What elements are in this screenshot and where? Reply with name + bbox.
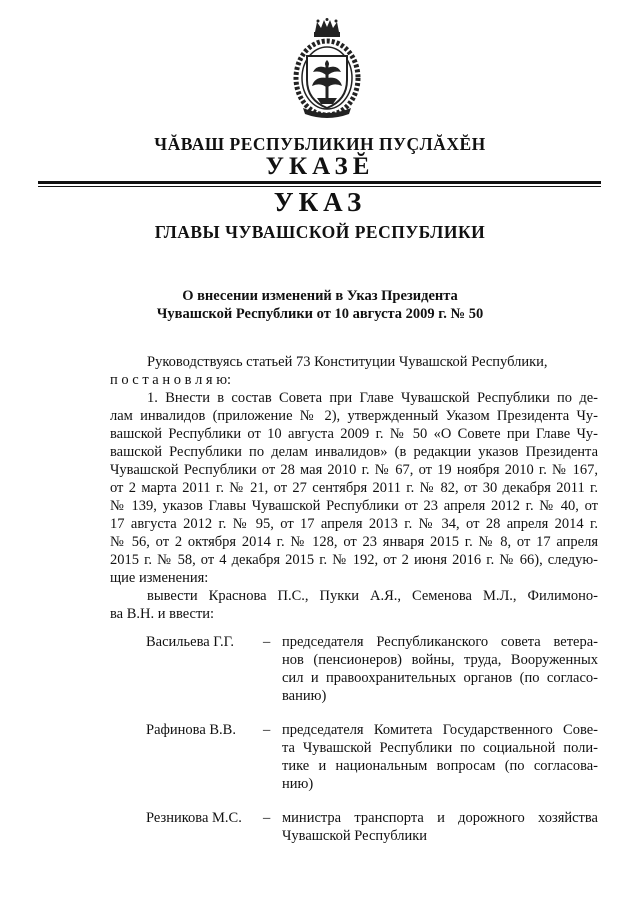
- member-dash: –: [263, 634, 271, 650]
- item-1-line: вашской Республики по делам инвалидов» (в редакции указов Президента: [110, 444, 598, 460]
- item-1-line: лам инвалидов (приложение № 2), утвержденный Указом Президента Чу-: [110, 408, 598, 424]
- member-description-line: ванию): [282, 688, 327, 704]
- member-description: [282, 633, 598, 705]
- russian-header-line: ГЛАВЫ ЧУВАШСКОЙ РЕСПУБЛИКИ: [154, 222, 486, 242]
- item-1-line: 2015 г. № 58, от 4 декабря 2015 г. № 192, от 2 июня 2016 г. № 66), следую-: [110, 552, 598, 568]
- document-title-line-2: Чувашской Республики от 10 августа 2009 г. № 50: [156, 306, 484, 322]
- member-description-line: министра транспорта и дорожного хозяйства: [282, 810, 598, 826]
- member-name: Резникова М.С.: [146, 810, 242, 826]
- item-1-paragraph: [110, 389, 598, 587]
- member-name: Васильева Г.Г.: [146, 634, 235, 650]
- russian-decree-heading: УКАЗ: [273, 187, 367, 217]
- document-title: [0, 287, 640, 323]
- item-1-line: от 2 марта 2011 г. № 21, от 27 сентября 2011 г. № 82, от 30 декабря 2011 г.: [110, 480, 598, 496]
- coat-of-arms-emblem: [293, 18, 361, 118]
- item-1-line: Чувашской Республики от 28 мая 2010 г. № 67, от 19 ноября 2010 г. № 167,: [110, 462, 598, 478]
- item-1-line: вашской Республики от 10 августа 2009 г. № 50 «О Совете при Главе Чу-: [110, 426, 598, 442]
- member-dash: –: [263, 810, 271, 826]
- item-1-line: 17 августа 2012 г. № 95, от 17 апреля 2013 г. № 34, от 28 апреля 2014 г.: [110, 516, 598, 532]
- item-1-line: № 56, от 2 октября 2014 г. № 128, от 23 января 2015 г. № 8, от 17 апреля: [110, 534, 598, 550]
- member-description: [282, 721, 598, 793]
- document-title-line-1: О внесении изменений в Указ Президента: [182, 288, 458, 304]
- intro-line-2: п о с т а н о в л я ю:: [110, 372, 232, 388]
- member-description-line: тике и национальным вопросам (по согласова-: [282, 758, 598, 774]
- chuvash-header-line: ЧĂВАШ РЕСПУБЛИКИН ПУÇЛĂХĔН: [154, 134, 486, 154]
- remove-clause-line-2: ва В.Н. и ввести:: [110, 606, 215, 622]
- intro-paragraph: [110, 353, 598, 389]
- member-name: Рафинова В.В.: [146, 722, 236, 738]
- member-dash: –: [263, 722, 271, 738]
- member-description: [282, 809, 598, 845]
- member-description-line: та Чувашской Республики по социальной поли-: [282, 740, 598, 756]
- member-description-line: сил и правоохранительных органов (по согласо-: [282, 670, 598, 686]
- member-description-line: нов (пенсионеров) войны, труда, Вооруженных: [282, 652, 598, 668]
- member-row: [146, 809, 598, 845]
- header-divider-thick: [38, 181, 601, 184]
- item-1-line: 1. Внести в состав Совета при Главе Чувашской Республики по де-: [147, 390, 598, 406]
- intro-line-1: Руководствуясь статьей 73 Конституции Чувашской Республики,: [147, 354, 548, 370]
- remove-clause-paragraph: [110, 587, 598, 623]
- chuvash-decree-heading: УКАЗĔ: [265, 153, 375, 180]
- item-1-line: щие изменения:: [110, 570, 209, 586]
- member-description-line: председателя Республиканского совета ветера-: [282, 634, 598, 650]
- member-description-line: нию): [282, 776, 314, 792]
- item-1-line: № 139, указов Главы Чувашской Республики от 23 апреля 2012 г. № 40, от: [110, 498, 598, 514]
- remove-clause-line-1: вывести Краснова П.С., Пукки А.Я., Семенова М.Л., Филимоно-: [147, 588, 598, 604]
- member-description-line: председателя Комитета Государственного Сове-: [282, 722, 598, 738]
- member-row: [146, 633, 598, 705]
- member-description-line: Чувашской Республики: [282, 828, 428, 844]
- member-row: [146, 721, 598, 793]
